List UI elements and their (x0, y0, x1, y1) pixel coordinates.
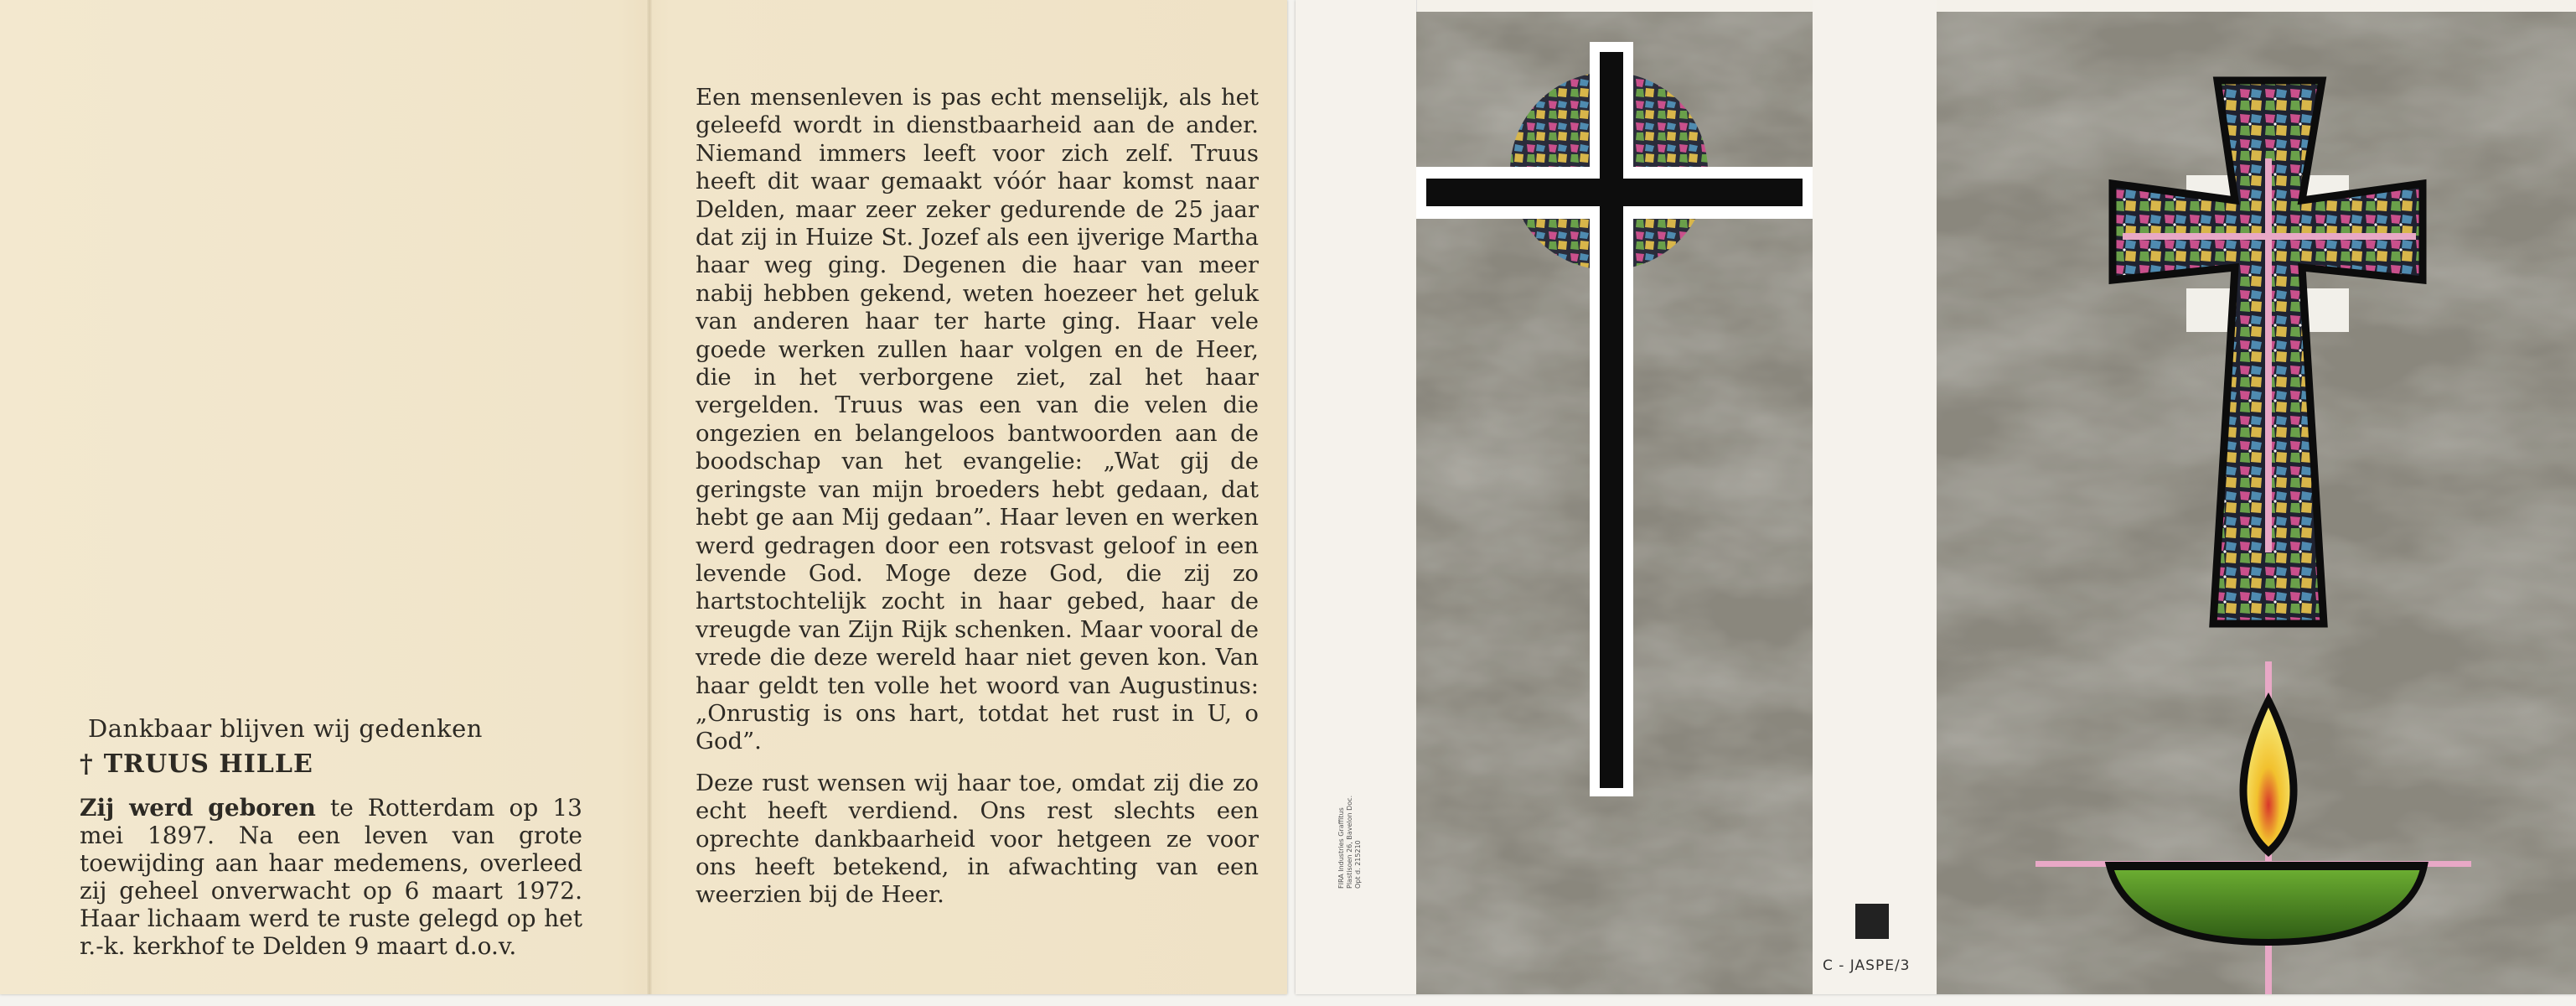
biography (80, 794, 582, 960)
eulogy-paragraph-1: Een mensenleven is pas echt menselijk, als het geleefd wordt in dienstbaarheid aan de ander. Niemand immers leeft voor zich zelf. Truus heeft dit waar gemaakt vóór haar komst naar Delden, maar zeer zeker gedurende de 25 jaar dat zij in Huize St. Jozef als een ijverige Martha haar weg ging. Degenen die haar van meer nabij hebben gekend, weten hoezeer het geluk van anderen haar ter harte ging. Haar vele goede werken zullen haar volgen en de Heer, die in het verborgene ziet, zal het haar vergelden. Truus was een van die velen die ongezien en belangeloos bantwoorden aan de boodschap van het evangelie: „Wat gij de geringste van mijn broeders hebt gedaan, dat hebt ge aan Mij gedaan”. Haar leven en werken werd gedragen door een rotsvast geloof in een levende God. Moge deze God, die zij zo hartstochtelijk zocht in haar gebed, haar de vreugde van Zijn Rijk schenken. Maar vooral de vrede die deze wereld haar niet geven kon. Van haar geldt ten volle het woord van Augustinus: „Onrustig is ons hart, totdat het rust in U, o God”. (696, 84, 1259, 755)
memorial-block (80, 714, 582, 960)
marble-back-illustration (1416, 12, 1813, 994)
deceased-name-line (80, 749, 582, 779)
spine-strip (1813, 0, 1937, 994)
publisher-logo-icon (1855, 904, 1889, 939)
memorial-card-inside (0, 0, 1287, 994)
eulogy-paragraph-2: Deze rust wensen wij haar toe, omdat zij die zo echt heeft verdiend. Ons rest slechts een oprechte dankbaarheid voor hetgeen ze voor ons heeft betekend, in afwachting van een weerzien bij de Heer. (696, 769, 1259, 909)
dagger-icon: † (80, 749, 94, 779)
deceased-name: TRUUS HILLE (103, 749, 313, 779)
memorial-card-outside (1296, 0, 2576, 994)
cross-horizontal (1426, 179, 1803, 206)
intro-text: Dankbaar blijven wij gedenken (88, 714, 483, 743)
front-cover-illustration (1937, 12, 2576, 994)
eulogy-text (696, 84, 1259, 923)
marble-panel-front (1937, 12, 2576, 994)
biography-text: te Rotterdam op 13 mei 1897. Na een leven van grote toewijding aan haar medemens, overleed zij geheel onverwacht op 6 maart 1972. Haar lichaam werd te ruste gelegd op het r.-k. kerkhof te Delden 9 maart d.o.v. (80, 794, 582, 960)
printer-imprint: FIRA Industries Graffitus Plastisoen 26, Bavelon Doc. Opt d. 215210 (1337, 795, 1362, 889)
left-margin-strip (1296, 0, 1417, 994)
biography-lead: Zij werd geboren (80, 794, 316, 822)
cross-pink-line-horizontal (2123, 233, 2416, 240)
inside-right-panel (652, 0, 1287, 994)
cross-pink-line-vertical (2265, 158, 2272, 552)
marble-panel-back (1416, 12, 1813, 994)
lamp-rim (2109, 862, 2424, 870)
card-code: C - JASPE/3 (1823, 957, 1911, 974)
inside-left-panel (0, 0, 647, 994)
cross-vertical (1600, 52, 1623, 788)
